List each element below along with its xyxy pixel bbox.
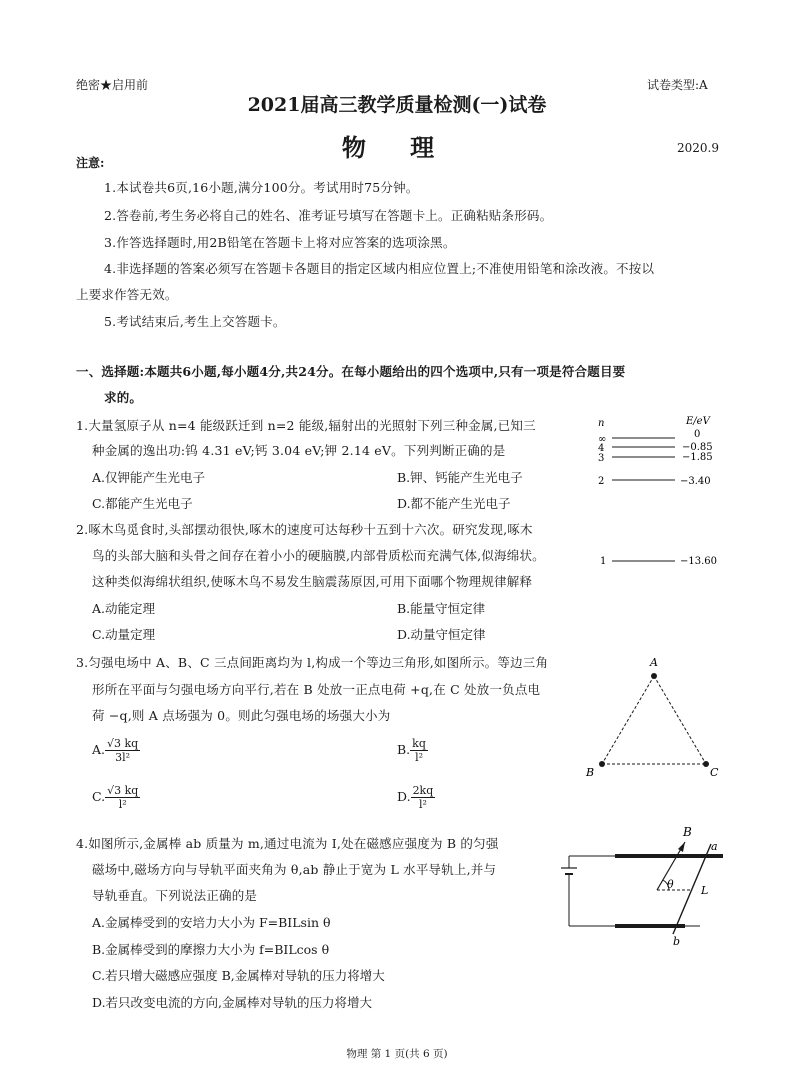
q1-stem: 种金属的逸出功:钨 4.31 eV;钙 3.04 eV;钾 2.14 eV。下列判断正确的是 (92, 443, 506, 458)
energy-level-diagram (590, 412, 730, 582)
q1-option-d: D.都不能产生光电子 (397, 496, 511, 511)
level-n: 2 (598, 476, 605, 487)
section-heading: 一、选择题:本题共6小题,每小题4分,共24分。在每小题给出的四个选项中,只有一项是符合题目要 (76, 364, 626, 379)
q1-option-c: C.都能产生光电子 (92, 496, 193, 511)
level-n: 4 (598, 443, 605, 454)
q2-option-c: C.动量定理 (92, 627, 156, 642)
level-e: 0 (694, 429, 701, 440)
q4-stem: 磁场中,磁场方向与导轨平面夹角为 θ,ab 静止于宽为 L 水平导轨上,并与 (92, 862, 497, 877)
level-e: −1.85 (682, 452, 713, 463)
q3-stem: 3.匀强电场中 A、B、C 三点间距离均为 l,构成一个等边三角形,如图所示。等边三角 (76, 655, 549, 670)
label-b-field: B (683, 825, 692, 839)
q4-option-c: C.若只增大磁感应强度 B,金属棒对导轨的压力将增大 (92, 968, 385, 983)
equilateral-triangle-figure (580, 652, 730, 812)
point-c (703, 761, 709, 767)
q4-option-a: A.金属棒受到的安培力大小为 F=BILsin θ (92, 915, 331, 930)
section-heading-cont: 求的。 (104, 390, 143, 405)
q3-option-d: D. $\frac{2kq}{\text{l²}}$ (397, 784, 434, 811)
level-e: −3.40 (680, 476, 711, 487)
notice-item: 1.本试卷共6页,16小题,满分100分。考试用时75分钟。 (104, 180, 419, 195)
q4-option-b: B.金属棒受到的摩擦力大小为 f=BILcos θ (92, 942, 330, 957)
label-a: A (650, 656, 658, 669)
level-e: −13.60 (680, 556, 718, 567)
exam-title: 2021届高三教学质量检测(一)试卷 (247, 94, 547, 116)
notice-item: 上要求作答无效。 (76, 287, 178, 302)
point-b (599, 761, 605, 767)
energy-axis-label: E/eV (686, 416, 710, 427)
point-a (651, 673, 657, 679)
paper-type-label: 试卷类型:A (647, 78, 708, 92)
q3-option-b: B. $\frac{kq}{\text{l²}}$ (397, 737, 426, 764)
q2-option-a: A.动能定理 (92, 601, 156, 616)
n-axis-label: n (598, 418, 605, 429)
q1-stem: 1.大量氢原子从 n=4 能级跃迁到 n=2 能级,辐射出的光照射下列三种金属,已知三 (76, 418, 536, 433)
q3-option-c: C. $\frac{√3 kq}{\text{l²}}$ (92, 784, 139, 811)
q1-option-a: A.仅钾能产生光电子 (92, 470, 206, 485)
q2-option-b: B.能量守恒定律 (397, 601, 486, 616)
level-n: ∞ (598, 434, 607, 445)
notice-heading: 注意: (76, 156, 105, 170)
level-n: 3 (598, 453, 605, 464)
label-c: C (710, 766, 719, 779)
label-a-end: a (711, 840, 718, 853)
notice-item: 5.考试结束后,考生上交答题卡。 (104, 314, 286, 329)
q2-stem: 2.啄木鸟觅食时,头部摆动很快,啄木的速度可达每秒十五到十六次。研究发现,啄木 (76, 522, 533, 537)
q2-stem: 这种类似海绵状组织,使啄木鸟不易发生脑震荡原因,可用下面哪个物理规律解释 (92, 574, 533, 589)
level-e: −0.85 (682, 442, 713, 453)
q2-option-d: D.动量守恒定律 (397, 627, 486, 642)
q4-option-d: D.若只改变电流的方向,金属棒对导轨的压力将增大 (92, 995, 373, 1010)
notice-item: 4.非选择题的答案必须写在答题卡各题目的指定区域内相应位置上;不准使用铅笔和涂改液。不按以 (104, 261, 655, 276)
label-b-end: b (673, 935, 681, 947)
exam-date: 2020.9 (677, 141, 719, 155)
q3-stem: 形所在平面与匀强电场方向平行,若在 B 处放一正点电荷 +q,在 C 处放一负点电 (92, 682, 541, 697)
q3-option-a: A. $\frac{√3 kq}{\text{3l²}}$ (92, 737, 139, 764)
q3-stem: 荷 −q,则 A 点场强为 0。则此匀强电场的场强大小为 (92, 708, 391, 723)
q2-stem: 鸟的头部大脑和头骨之间存在着小小的硬脑膜,内部骨质松而充满气体,似海绵状。 (92, 548, 545, 563)
label-theta: θ (667, 878, 674, 891)
page-footer: 物理 第 1 页(共 6 页) (346, 1048, 448, 1060)
rail-circuit-figure (545, 822, 735, 947)
label-width-l: L (701, 884, 709, 897)
label-b: B (586, 766, 595, 779)
q1-option-b: B.钾、钙能产生光电子 (397, 470, 523, 485)
subject-title: 物 理 (341, 133, 453, 162)
level-n: 1 (600, 556, 607, 567)
notice-item: 2.答卷前,考生务必将自己的姓名、准考证号填写在答题卡上。正确粘贴条形码。 (104, 208, 553, 223)
q4-stem: 4.如图所示,金属棒 ab 质量为 m,通过电流为 I,处在磁感应强度为 B 的匀强 (76, 836, 499, 851)
b-field-arrowhead (678, 842, 685, 852)
triangle-side-ab (602, 676, 654, 764)
triangle-side-ac (654, 676, 706, 764)
q4-stem: 导轨垂直。下列说法正确的是 (92, 888, 258, 903)
secret-label: 绝密★启用前 (76, 78, 149, 92)
notice-item: 3.作答选择题时,用2B铅笔在答题卡上将对应答案的选项涂黑。 (104, 235, 456, 250)
